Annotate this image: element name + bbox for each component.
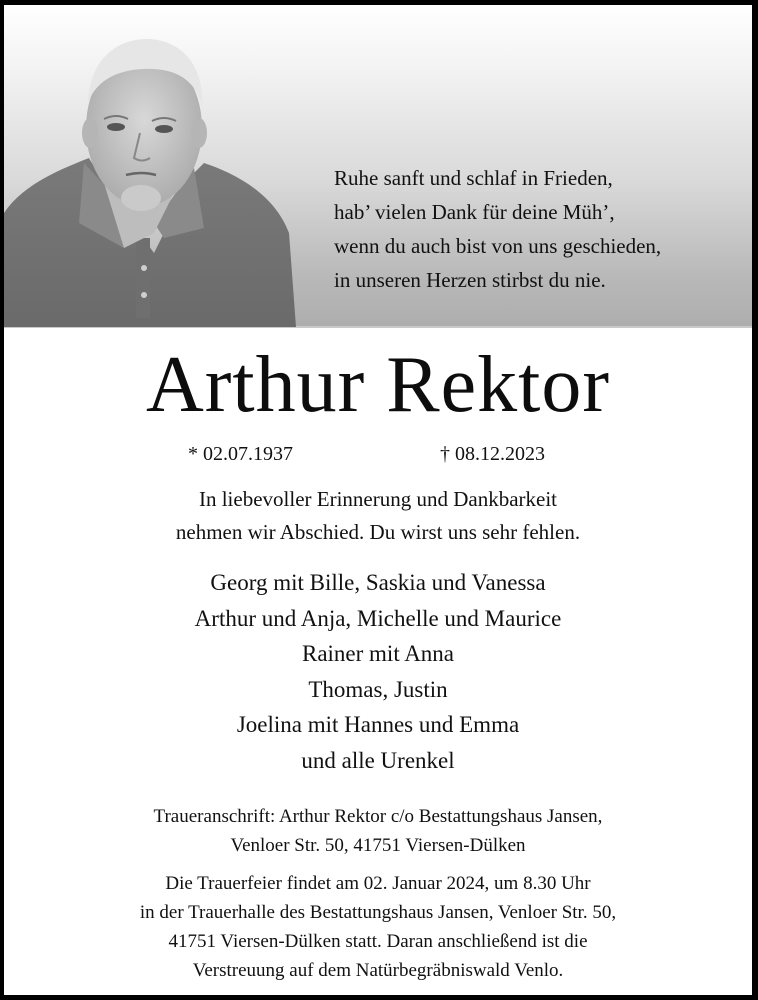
farewell-line: nehmen wir Abschied. Du wirst uns sehr fehlen. [175, 520, 581, 544]
ceremony-line: Die Trauerfeier findet am 02. Januar 2024, um 8.30 Uhr [165, 873, 591, 894]
ceremony-line: Verstreuung auf dem Natürbegräbniswald Venlo. [192, 960, 564, 981]
death-date: † 08.12.2023 [440, 443, 545, 465]
funeral-ceremony-info [4, 869, 752, 985]
address-line: Traueranschrift: Arthur Rektor c/o Bestattungshaus Jansen, [153, 806, 603, 827]
mourner-line: und alle Urenkel [301, 747, 455, 773]
ceremony-line: in der Trauerhalle des Bestattungshaus Jansen, Venloer Str. 50, [139, 902, 617, 923]
deceased-name: Arthur Rektor [145, 341, 610, 429]
verse-line: in unseren Herzen stirbst du nie. [334, 268, 606, 292]
verse-line: wenn du auch bist von uns geschieden, [334, 234, 662, 258]
farewell-line: In liebevoller Erinnerung und Dankbarkeit [198, 487, 558, 511]
mourner-line: Georg mit Bille, Saskia und Vanessa [210, 570, 546, 595]
verse-line: Ruhe sanft und schlaf in Frieden, [334, 166, 613, 190]
mourner-line: Rainer mit Anna [301, 641, 455, 666]
verse-line: hab’ vielen Dank für deine Müh’, [334, 200, 615, 224]
mourner-line: Arthur und Anja, Michelle und Maurice [194, 605, 562, 631]
mourner-line: Thomas, Justin [308, 676, 448, 702]
portrait-photo-icon [4, 33, 300, 327]
verse-poem [334, 161, 744, 297]
family-mourners-list [4, 565, 752, 778]
obituary-notice [4, 5, 752, 995]
birth-date: * 02.07.1937 [188, 443, 293, 465]
mourning-address [4, 802, 752, 860]
address-line: Venloer Str. 50, 41751 Viersen-Dülken [230, 835, 526, 856]
mourner-line: Joelina mit Hannes und Emma [236, 712, 520, 737]
ceremony-line: 41751 Viersen-Dülken statt. Daran anschließend ist die [168, 931, 588, 952]
farewell-message [4, 483, 752, 549]
